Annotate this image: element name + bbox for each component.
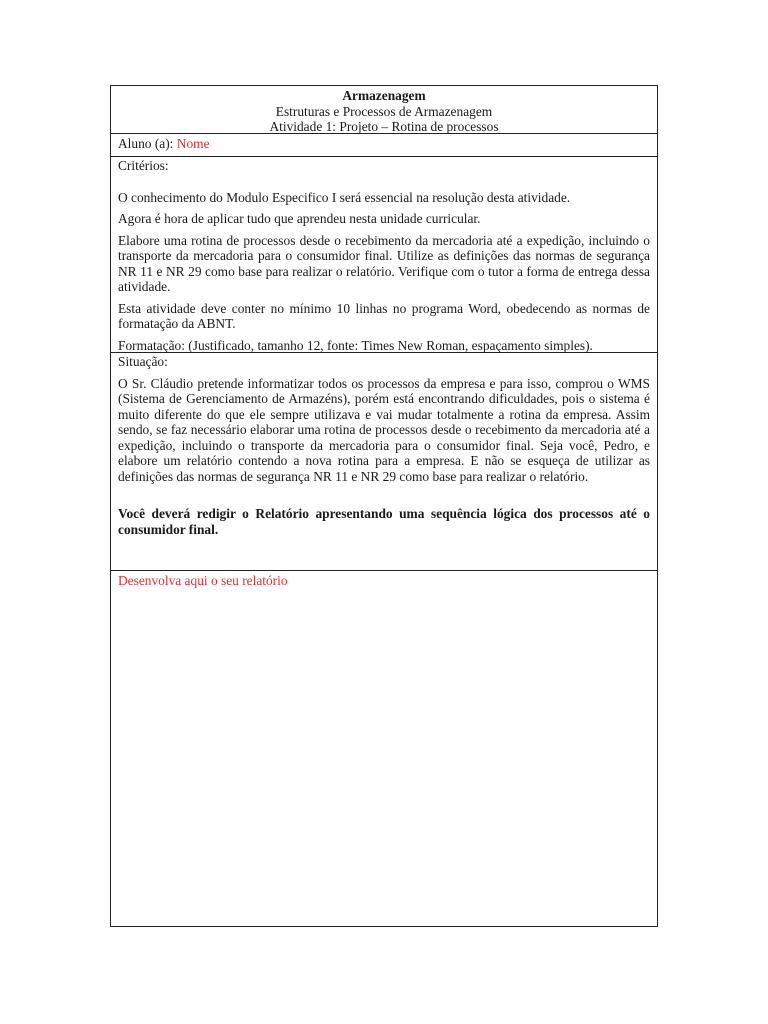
student-section[interactable] [111,134,657,157]
activity-form-table [110,85,658,927]
student-name-field[interactable]: Nome [176,136,210,151]
situation-label: Situação: [118,354,168,369]
formatting-note: Formatação: (Justificado, tamanho 12, fonte: Times New Roman, espaçamento simples). [118,337,593,353]
course-title: Armazenagem [342,88,426,103]
report-placeholder: Desenvolva aqui o seu relatório [118,573,288,588]
report-input-area[interactable] [111,571,657,926]
situation-section [111,353,657,571]
situation-paragraph: O Sr. Cláudio pretende informatizar todos os processos da empresa e para isso, comprou o WMS (Sistema de Gerenciamento de Armazéns), porém está encontrando dificuldades, pois o sistema é muito diferente do que ele sempre utilizava e vai mudar totalmente a rotina da empresa. Assim sendo, se faz necessário elaborar uma rotina de processos desde o recebimento da mercadoria até a expedição, incluindo o transporte da mercadoria para o consumidor final. Seja você, Pedro, e elabore um relatório contendo a nova rotina para a empresa. E não se esqueça de utilizar as definições das normas de segurança NR 11 e NR 29 como base para realizar o relatório. [118,375,650,484]
criteria-paragraph: Esta atividade deve conter no mínimo 10 linhas no programa Word, obedecendo as normas de formatação da ABNT. [118,300,650,331]
header-section [111,86,657,134]
criteria-paragraph: Elabore uma rotina de processos desde o recebimento da mercadoria até a expedição, incluindo o transporte da mercadoria para o consumidor final. Utilize as definições das normas de segurança NR 11 e NR 29 como base para realizar o relatório. Verifique com o tutor a forma de entrega dessa atividade. [118,232,650,294]
instruction-paragraph: Você deverá redigir o Relatório apresentando uma sequência lógica dos processos até o consumidor final. [118,506,650,537]
activity-title: Atividade 1: Projeto – Rotina de processos [269,119,499,134]
criteria-paragraph: Agora é hora de aplicar tudo que aprendeu nesta unidade curricular. [118,211,481,226]
student-label: Aluno (a): [118,136,174,151]
criteria-section [111,157,657,353]
criteria-label: Critérios: [118,158,169,173]
course-subtitle: Estruturas e Processos de Armazenagem [275,103,493,119]
criteria-paragraph: O conhecimento do Modulo Especifico I será essencial na resolução desta atividade. [118,189,571,205]
